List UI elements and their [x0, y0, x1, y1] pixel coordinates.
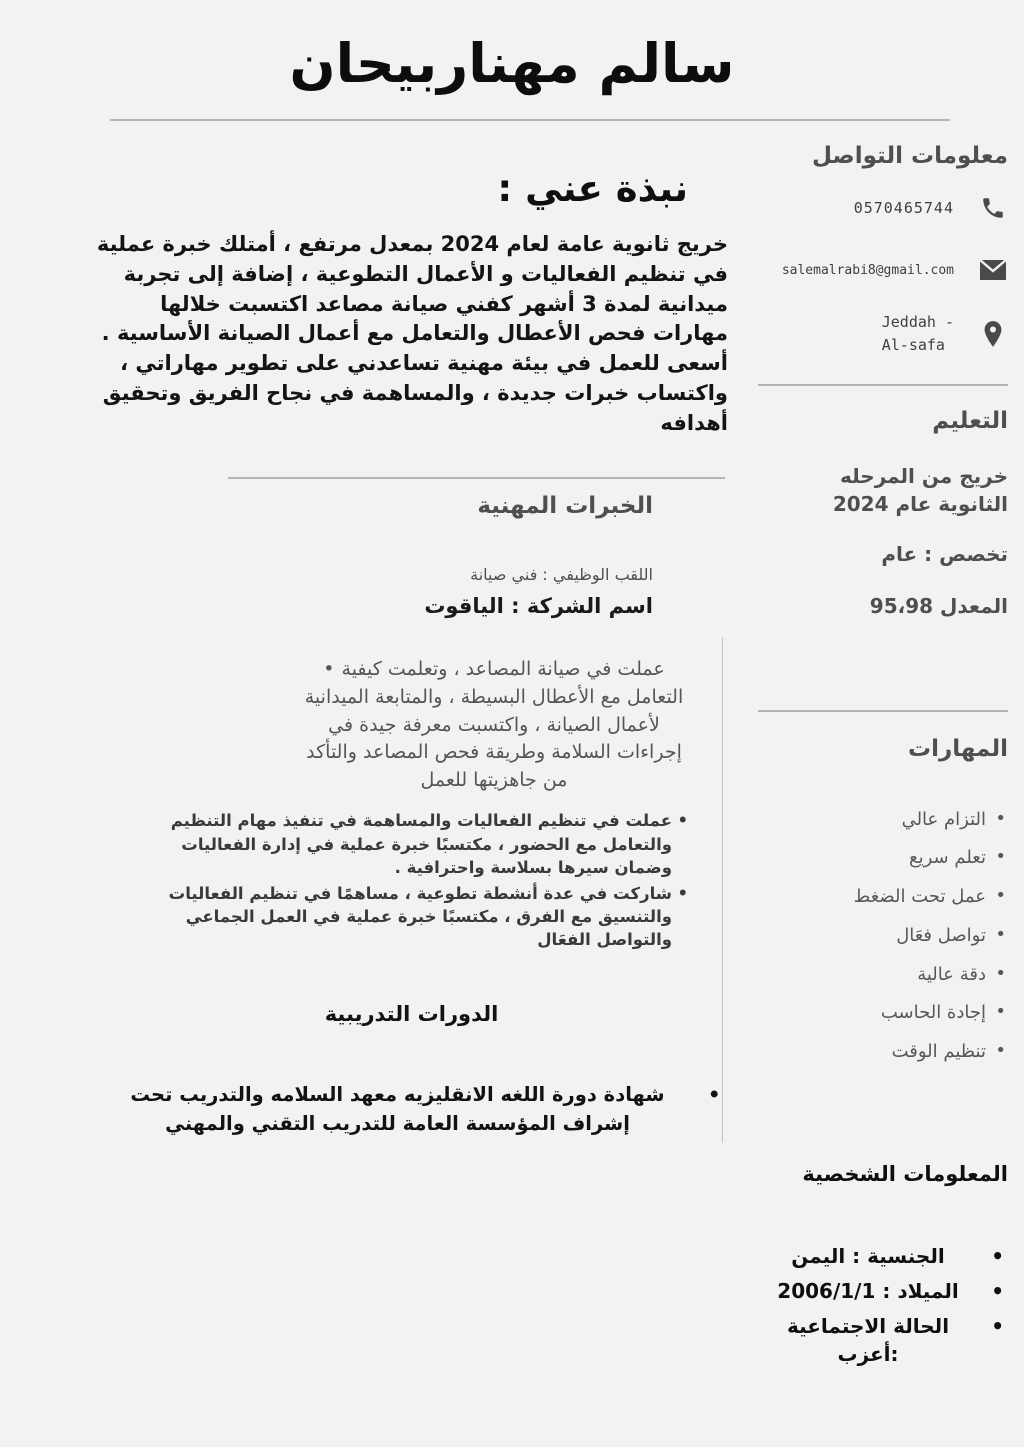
- experience-highlight-text: عملت في صيانة المصاعد ، وتعلمت كيفية التعامل مع الأعطال البسيطة ، والمتابعة الميدانية لأعمال الصيانة ، واكتسبت معرفة جيدة في إجراءات السلامة وطريقة فحص المصاعد والتأكد من جاهزيتها للعمل: [304, 657, 684, 792]
- education-gpa: المعدل 95،98: [869, 593, 1008, 618]
- experience-highlight: [298, 656, 690, 796]
- experience-bullet: • شاركت في عدة أنشطة تطوعية ، مساهمًا في تنظيم الفعاليات والتنسيق مع الفرق ، مكتسبًا خبرة عملية في العمل الجماعي والتواصل الفعَال: [140, 882, 688, 952]
- content-columns: [0, 121, 1024, 1375]
- experience-bullet: • عملت في تنظيم الفعاليات والمساهمة في تنفيذ مهام التنظيم والتعامل مع الحضور ، مكتسبًا خبرة عملية في إدارة الفعاليات وضمان سيرها بسلاسة واحترافية .: [140, 809, 688, 879]
- bullet-dot: •: [323, 657, 335, 680]
- personal-item-birthdate: • الميلاد : 2006/1/1: [758, 1277, 1008, 1305]
- contact-phone-row: [758, 193, 1008, 223]
- experience-vertical-rule: [722, 637, 723, 1143]
- location-line1: Jeddah -: [881, 313, 954, 331]
- sidebar: [758, 121, 1008, 1375]
- skill-item: • تنظيم الوقت: [758, 1042, 1008, 1062]
- course-item: • شهادة دورة اللغه الانقليزيه معهد السلامه والتدريب تحت إشراف المؤسسة العامة للتدريب التقني والمهني: [101, 1080, 723, 1139]
- education-section-title: التعليم: [932, 407, 1008, 434]
- skill-item: • التزام عالي: [758, 810, 1008, 830]
- about-section-title: نبذة عني :: [497, 167, 688, 210]
- sidebar-divider: [758, 710, 1008, 712]
- contact-email-value: salemalrabi8@gmail.com: [781, 262, 954, 278]
- skills-section-title: المهارات: [908, 735, 1008, 762]
- personal-item-nationality: • الجنسية : اليمن: [758, 1242, 1008, 1270]
- contact-email-row: [758, 255, 1008, 285]
- personal-info-list: [758, 1242, 1008, 1368]
- page-title: سالم مهناربيحان: [289, 32, 735, 95]
- experience-company: اسم الشركة : الياقوت: [424, 593, 653, 618]
- courses-list: [101, 1080, 723, 1139]
- location-line2: Al-safa: [881, 336, 945, 355]
- main-divider: [228, 477, 725, 479]
- contact-location-row: [758, 311, 1008, 358]
- about-text: خريج ثانوية عامة لعام 2024 بمعدل مرتفع ، أمتلك خبرة عملية في تنظيم الفعاليات و الأعمال التطوعية ، إضافة إلى تجربة ميدانية لمدة 3 أشهر كفني صيانة مصاعد اكتسبت خلالها مهارات فحص الأعطال والتعامل مع أعمال الصيانة الأساسية . أسعى للعمل في بيئة مهنية تساعدني على تطوير مهاراتي ، واكتساب خبرات جديدة ، والمساهمة في نجاح الفريق وتحقيق أهدافه: [96, 232, 728, 435]
- experience-job-title: اللقب الوظيفي : فني صيانة: [470, 564, 653, 584]
- phone-icon: [978, 193, 1008, 223]
- contact-phone-value: 0570465744: [853, 199, 954, 217]
- personal-section-title: المعلومات الشخصية: [802, 1162, 1008, 1187]
- experience-section-title: الخبرات المهنية: [477, 492, 653, 519]
- education-degree: خريج من المرحله الثانوية عام 2024: [832, 463, 1008, 516]
- courses-section-title: الدورات التدريبية: [324, 1001, 499, 1026]
- skills-list: [758, 810, 1008, 1063]
- skill-item: • عمل تحت الضغط: [758, 887, 1008, 907]
- education-major: تخصص : عام: [881, 541, 1008, 566]
- contact-section-title: معلومات التواصل: [812, 143, 1008, 169]
- envelope-icon: [978, 255, 1008, 285]
- skill-item: • تواصل فعَال: [758, 926, 1008, 946]
- personal-item-marital-status: • الحالة الاجتماعية :أعزب: [758, 1312, 1008, 1368]
- location-pin-icon: [978, 319, 1008, 349]
- experience-bullet-list: [140, 809, 688, 952]
- main-column: [95, 121, 728, 1375]
- skill-item: • إجادة الحاسب: [758, 1003, 1008, 1023]
- sidebar-divider: [758, 384, 1008, 386]
- contact-location-value: [882, 311, 954, 358]
- skill-item: • تعلم سريع: [758, 848, 1008, 868]
- skill-item: • دقة عالية: [758, 965, 1008, 985]
